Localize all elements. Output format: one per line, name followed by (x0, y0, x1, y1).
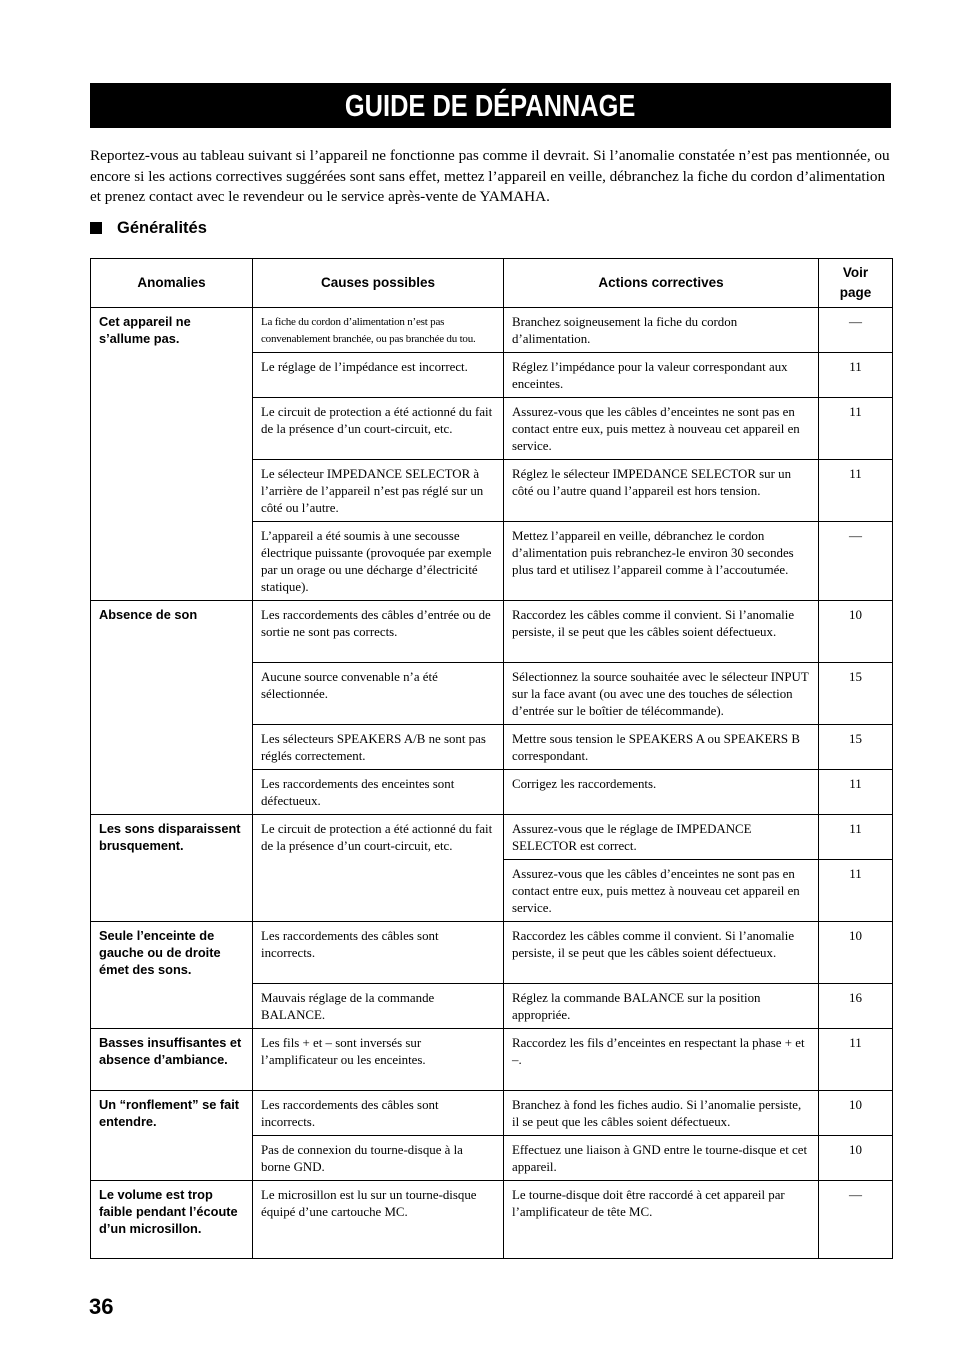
table-row (91, 922, 893, 984)
page-ref-cell: 10 (819, 1136, 893, 1181)
action-cell: Branchez soigneusement la fiche du cordon d’alimentation. (504, 308, 819, 353)
action-cell: Raccordez les câbles comme il convient. Si l’anomalie persiste, il se peut que les câbles soient défectueux. (504, 601, 819, 663)
header-page-line2: page (839, 285, 872, 300)
table-row (91, 308, 893, 353)
action-cell: Le tourne-disque doit être raccordé à cet appareil par l’amplificateur de tête MC. (504, 1181, 819, 1259)
page-ref-cell: — (819, 522, 893, 601)
header-page (819, 259, 893, 308)
page-number: 36 (89, 1294, 114, 1319)
square-bullet-icon (90, 222, 102, 234)
action-cell: Raccordez les fils d’enceintes en respectant la phase + et –. (504, 1029, 819, 1091)
page-ref-cell: 11 (819, 398, 893, 460)
action-cell: Branchez à fond les fiches audio. Si l’anomalie persiste, il se peut que les câbles soient défectueux. (504, 1091, 819, 1136)
action-cell: Corrigez les raccordements. (504, 770, 819, 815)
anomaly-cell: Absence de son (91, 601, 253, 815)
table-row (91, 1181, 893, 1259)
page-title-banner (90, 83, 891, 128)
cause-cell: Les fils + et – sont inversés sur l’amplificateur ou les enceintes. (253, 1029, 504, 1091)
action-cell: Réglez l’impédance pour la valeur correspondant aux enceintes. (504, 353, 819, 398)
page-ref-cell: 15 (819, 663, 893, 725)
action-cell: Sélectionnez la source souhaitée avec le sélecteur INPUT sur la face avant (ou avec une des touches de sélection d’entrée sur le boîtier de télécommande). (504, 663, 819, 725)
table-header-row (91, 259, 893, 308)
table-row (91, 815, 893, 860)
page-ref-cell: 15 (819, 725, 893, 770)
cause-cell: Le réglage de l’impédance est incorrect. (253, 353, 504, 398)
action-cell: Réglez le sélecteur IMPEDANCE SELECTOR sur un côté ou l’autre quand l’appareil est hors tension. (504, 460, 819, 522)
action-cell: Réglez la commande BALANCE sur la position appropriée. (504, 984, 819, 1029)
page-ref-cell: 11 (819, 860, 893, 922)
page-ref-cell: 11 (819, 1029, 893, 1091)
page-ref-cell: — (819, 1181, 893, 1259)
page-ref-cell: — (819, 308, 893, 353)
action-cell: Assurez-vous que le réglage de IMPEDANCE SELECTOR est correct. (504, 815, 819, 860)
header-causes: Causes possibles (253, 259, 504, 308)
anomaly-cell: Basses insuffisantes et absence d’ambiance. (91, 1029, 253, 1091)
cause-cell: Les raccordements des câbles d’entrée ou de sortie ne sont pas corrects. (253, 601, 504, 663)
action-cell: Raccordez les câbles comme il convient. Si l’anomalie persiste, il se peut que les câbles soient défectueux. (504, 922, 819, 984)
table-row (91, 1091, 893, 1136)
header-actions: Actions correctives (504, 259, 819, 308)
page-ref-cell: 11 (819, 460, 893, 522)
cause-cell: Le circuit de protection a été actionné du fait de la présence d’un court-circuit, etc. (253, 815, 504, 922)
anomaly-cell: Seule l’enceinte de gauche ou de droite émet des sons. (91, 922, 253, 1029)
intro-paragraph: Reportez-vous au tableau suivant si l’appareil ne fonctionne pas comme il devrait. Si l’anomalie constatée n’est pas mentionnée, ou encore si les actions correctives suggérées sont sans effet, mettez l’appareil en veille, débranchez la fiche du cordon d’alimentation et prenez contact avec le revendeur ou le service après-vente de YAMAHA. (90, 147, 890, 205)
page-title: GUIDE DE DÉPANNAGE (345, 88, 636, 123)
header-page-line1: Voir (842, 265, 869, 280)
page-ref-cell: 10 (819, 601, 893, 663)
anomaly-cell: Le volume est trop faible pendant l’écoute d’un microsillon. (91, 1181, 253, 1259)
action-cell: Assurez-vous que les câbles d’enceintes ne sont pas en contact entre eux, puis mettez à nouveau cet appareil en service. (504, 860, 819, 922)
action-cell: Assurez-vous que les câbles d’enceintes ne sont pas en contact entre eux, puis mettez à nouveau cet appareil en service. (504, 398, 819, 460)
cause-cell: La fiche du cordon d’alimentation n’est pas convenablement branchée, ou pas branchée du tou. (253, 308, 504, 353)
cause-cell: Mauvais réglage de la commande BALANCE. (253, 984, 504, 1029)
cause-cell: Les raccordements des enceintes sont défectueux. (253, 770, 504, 815)
anomaly-cell: Un “ronflement” se fait entendre. (91, 1091, 253, 1181)
table-row (91, 601, 893, 663)
cause-cell: Les sélecteurs SPEAKERS A/B ne sont pas réglés correctement. (253, 725, 504, 770)
anomaly-cell: Cet appareil ne s’allume pas. (91, 308, 253, 601)
header-anomalies: Anomalies (91, 259, 253, 308)
troubleshooting-table (90, 258, 893, 1259)
cause-cell: Le circuit de protection a été actionné du fait de la présence d’un court-circuit, etc. (253, 398, 504, 460)
cause-cell: L’appareil a été soumis à une secousse électrique puissante (provoquée par exemple par un orage ou une décharge d’électricité statique). (253, 522, 504, 601)
section-heading (90, 217, 207, 239)
cause-cell: Les raccordements des câbles sont incorrects. (253, 1091, 504, 1136)
cause-cell: Le microsillon est lu sur un tourne-disque équipé d’une cartouche MC. (253, 1181, 504, 1259)
action-cell: Mettez l’appareil en veille, débranchez le cordon d’alimentation puis rebranchez-le environ 30 secondes plus tard et utilisez l’appareil comme à l’accoutumée. (504, 522, 819, 601)
action-cell: Mettre sous tension le SPEAKERS A ou SPEAKERS B correspondant. (504, 725, 819, 770)
page-ref-cell: 16 (819, 984, 893, 1029)
cause-cell: Pas de connexion du tourne-disque à la borne GND. (253, 1136, 504, 1181)
section-title: Généralités (117, 219, 207, 237)
page-ref-cell: 10 (819, 1091, 893, 1136)
anomaly-cell: Les sons disparaissent brusquement. (91, 815, 253, 922)
cause-cell: Aucune source convenable n’a été sélectionnée. (253, 663, 504, 725)
cause-cell: Le sélecteur IMPEDANCE SELECTOR à l’arrière de l’appareil n’est pas réglé sur un côté ou l’autre. (253, 460, 504, 522)
page-ref-cell: 11 (819, 770, 893, 815)
table-row (91, 1029, 893, 1091)
cause-cell: Les raccordements des câbles sont incorrects. (253, 922, 504, 984)
page-ref-cell: 10 (819, 922, 893, 984)
page-ref-cell: 11 (819, 815, 893, 860)
page-ref-cell: 11 (819, 353, 893, 398)
action-cell: Effectuez une liaison à GND entre le tourne-disque et cet appareil. (504, 1136, 819, 1181)
